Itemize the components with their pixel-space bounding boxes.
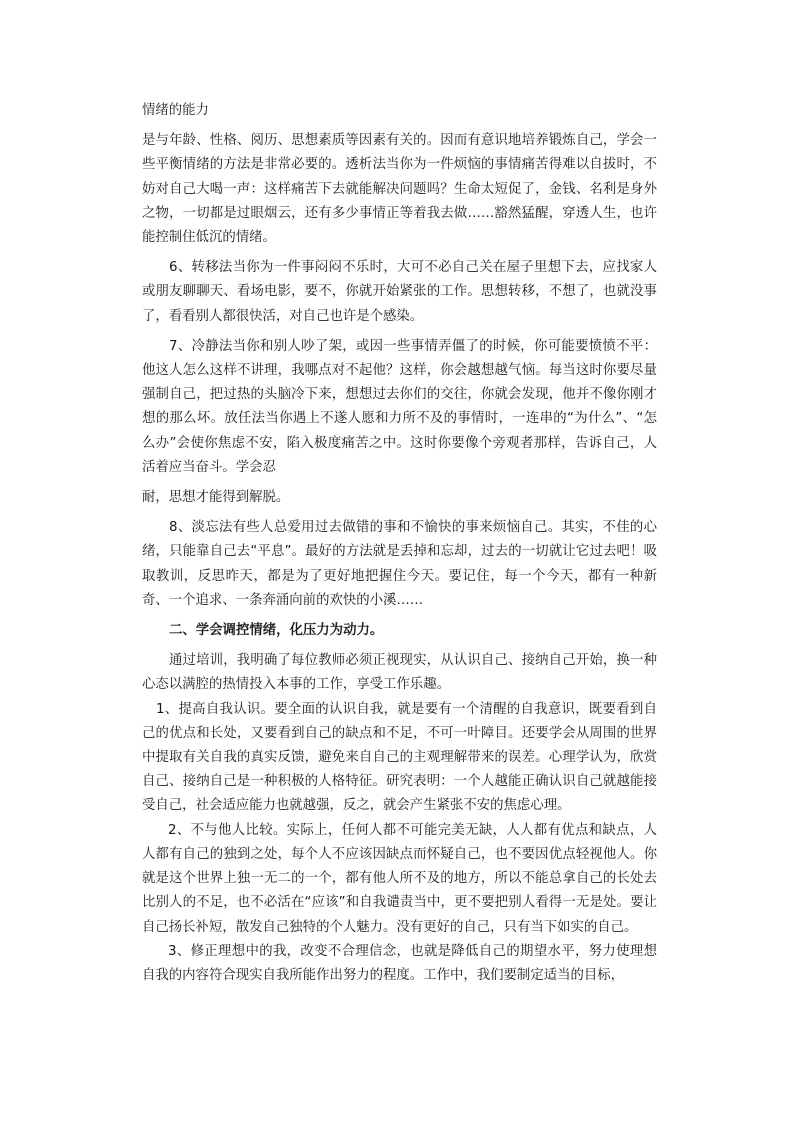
paragraph: 8、淡忘法有些人总爱用过去做错的事和不愉快的事来烦恼自己。其实，不佳的心绪，只能靠自己去“平息”。最好的方法就是丢掉和忘却，过去的一切就让它过去吧！吸取教训，反思昨天，都是为了更好地把握住今天。要记住，每一个今天，都有一种新奇、一个追求、一条奔涌向前的欢快的小溪……: [142, 520, 657, 608]
paragraph: 7、冷静法当你和别人吵了架，或因一些事情弄僵了的时候，你可能要愤愤不平：他这人怎么这样不讲理，我哪点对不起他？这样，你会越想越气恼。每当这时你要尽量强制自己，把过热的头脑冷下来，想想过去你们的交往，你就会发现，他并不像你刚才想的那么坏。放任法当你遇上不遂人愿和力所不及的事情时，一连串的“为什么”、“怎么办”会使你焦虑不安，陷入极度痛苦之中。这时你要像个旁观者那样，告诉自己，人活着应当奋斗。学会忍: [142, 338, 657, 475]
paragraph: 2、不与他人比较。实际上，任何人都不可能完美无缺，人人都有优点和缺点，人人都有自己的独到之处，每个人不应该因缺点而怀疑自己，也不要因优点轻视他人。你就是这个世界上独一无二的一个，都有他人所不及的地方，所以不能总拿自己的长处去比别人的不足，也不必活在“应该”和自我谴责当中，更不要把别人看得一无是处。要让自己扬长补短，散发自己独特的个人魅力。没有更好的自己，只有当下如实的自己。: [142, 822, 657, 935]
paragraph: 耐，思想才能得到解脱。: [142, 490, 290, 506]
paragraph: 通过培训，我明确了每位教师必须正视现实，从认识自己、接纳自己开始，换一种心态以满腔的热情投入本事的工作，享受工作乐趣。: [142, 653, 657, 693]
paragraph: 1、提高自我认识。要全面的认识自我，就是要有一个清醒的自我意识，既要看到自己的优点和长处，又要看到自己的缺点和不足，不可一叶障目。还要学会从周围的世界中提取有关自我的真实反馈，避免来自自己的主观理解带来的误差。心理学认为，欣赏自己、接纳自己是一种积极的人格特征。研究表明：一个人越能正确认识自己就越能接受自己，社会适应能力也就越强，反之，就会产生紧张不安的焦虑心理。: [142, 701, 657, 814]
paragraph: 3、修正理想中的我，改变不合理信念，也就是降低自己的期望水平，努力使理想自我的内容符合现实自我所能作出努力的程度。工作中，我们要制定适当的目标，: [142, 943, 657, 983]
section-heading: 二、学会调控情绪，化压力为动力。: [169, 623, 384, 639]
paragraph: 6、转移法当你为一件事闷闷不乐时，大可不必自己关在屋子里想下去，应找家人或朋友聊聊天、看场电影，要不，你就开始紧张的工作。思想转移，不想了，也就没事了，看看别人都很快活，对自己也许是个感染。: [142, 260, 657, 324]
document-body: [142, 99, 657, 988]
section-title: 情绪的能力: [142, 103, 209, 118]
paragraph: 是与年龄、性格、阅历、思想素质等因素有关的。因而有意识地培养锻炼自己，学会一些平衡情绪的方法是非常必要的。透析法当你为一件烦恼的事情痛苦得难以自拔时，不妨对自己大喝一声：这样痛苦下去就能解决问题吗？生命太短促了，金钱、名利是身外之物，一切都是过眼烟云，还有多少事情正等着我去做……豁然猛醒，穿透人生，也许能控制住低沉的情绪。: [142, 133, 657, 246]
